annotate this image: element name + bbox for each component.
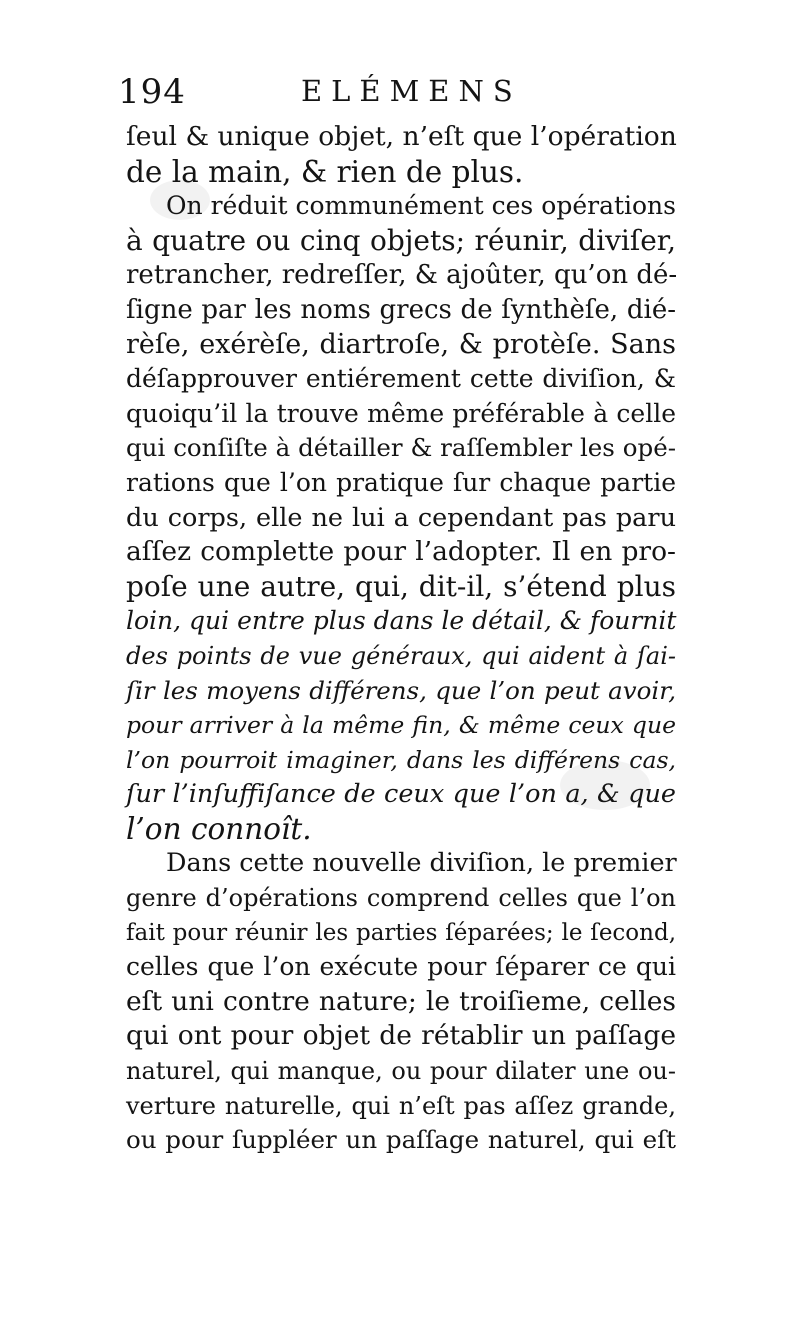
- text-line: des points de vue généraux, qui aident à ſai-: [126, 641, 676, 670]
- text-line: l’on pourroit imaginer, dans les différens cas,: [126, 745, 676, 774]
- text-line: pour arriver à la même fin, & même ceux que: [126, 711, 676, 740]
- text-line: retrancher, redreſſer, & ajoûter, qu’on dé-: [126, 260, 678, 291]
- text-line: quoiqu’il la trouve même préférable à celle: [126, 398, 676, 428]
- text-line: Dans cette nouvelle diviſion, le premier: [166, 848, 677, 879]
- text-line: qui ont pour objet de rétablir un paſſage: [126, 1020, 676, 1052]
- page-header: [118, 72, 698, 122]
- text-line: l’on connoît.: [126, 811, 312, 846]
- text-line: déſapprouver entiérement cette diviſion, &: [126, 364, 676, 394]
- text-line: rèſe, exérèſe, diartroſe, & protèſe. Sans: [126, 328, 676, 360]
- text-line: ſur l’inſuffiſance de ceux que l’on a, & que: [126, 779, 676, 810]
- text-line: ou pour ſuppléer un paſſage naturel, qui eſt: [126, 1125, 676, 1155]
- text-line: genre d’opérations comprend celles que l’on: [126, 884, 676, 913]
- text-line: ſigne par les noms grecs de ſynthèſe, dié-: [126, 294, 676, 325]
- text-line: ſir les moyens différens, que l’on peut avoir,: [126, 675, 676, 705]
- text-line: qui conſiſte à détailler & raſſembler les opé-: [126, 433, 676, 463]
- text-line: verture naturelle, qui n’eſt pas aſſez grande,: [126, 1091, 676, 1120]
- running-title: ELÉMENS: [301, 74, 522, 108]
- text-line: On réduit communément ces opérations: [166, 191, 676, 221]
- page-number: 194: [118, 72, 186, 112]
- text-line: eſt uni contre nature; le troiſieme, celles: [126, 985, 676, 1017]
- text-line: naturel, qui manque, ou pour dilater une ou-: [126, 1057, 676, 1086]
- body-text: [126, 120, 676, 1158]
- text-line: ſeul & unique objet, n’eſt que l’opération: [126, 121, 677, 152]
- text-line: du corps, elle ne lui a cependant pas paru: [126, 502, 676, 533]
- text-line: poſe une autre, qui, dit-il, s’étend plus: [126, 569, 676, 603]
- text-line: fait pour réunir les parties ſéparées; le ſecond,: [126, 919, 676, 946]
- text-line: de la main, & rien de plus.: [126, 154, 524, 189]
- text-line: aſſez complette pour l’adopter. Il en pro-: [126, 536, 676, 568]
- text-line: loin, qui entre plus dans le détail, & fournit: [126, 606, 677, 636]
- text-line: celles que l’on exécute pour ſéparer ce qui: [126, 952, 676, 982]
- text-line: rations que l’on pratique ſur chaque partie: [126, 467, 676, 497]
- text-line: à quatre ou cinq objets; réunir, diviſer,: [126, 223, 676, 257]
